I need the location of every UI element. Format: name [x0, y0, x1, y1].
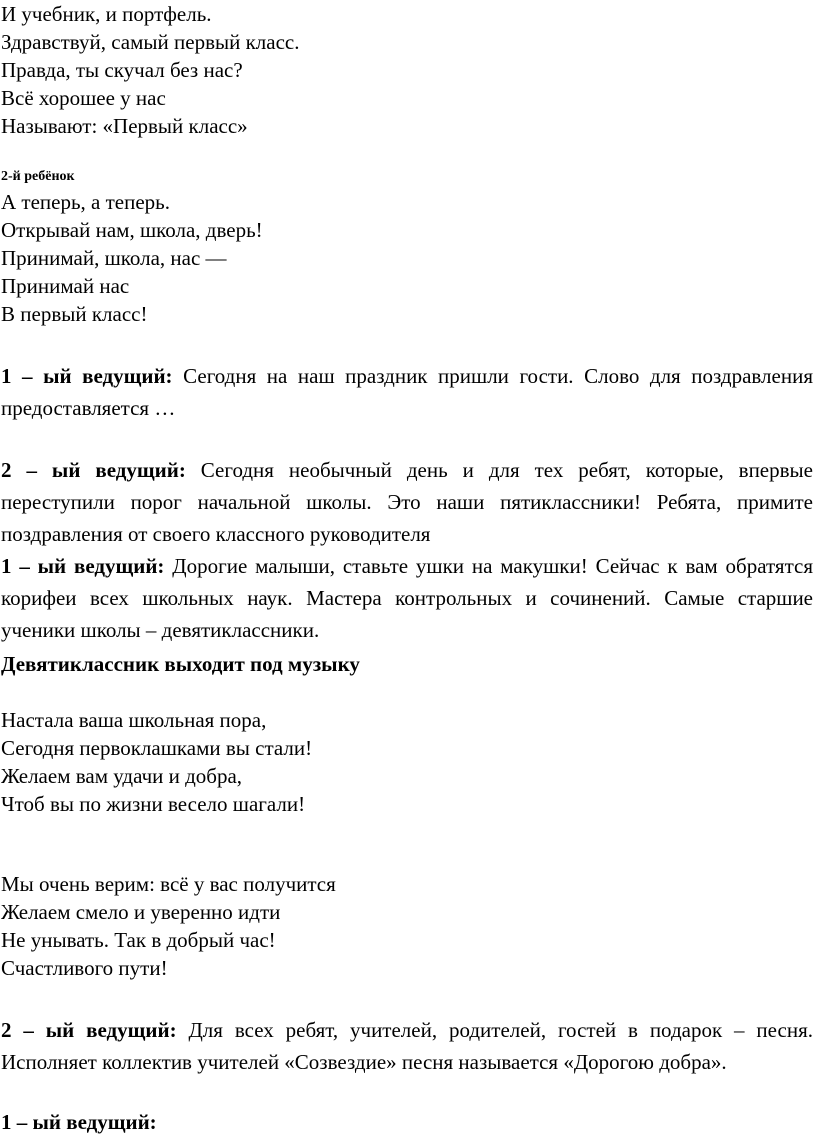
speaker-label: 1 – ый ведущий: [1, 554, 165, 578]
verse-line: В первый класс! [1, 302, 148, 326]
host-2-paragraph-1 [1, 454, 813, 550]
verse-line: Не унывать. Так в добрый час! [1, 928, 276, 952]
speaker-label: 1 – ый ведущий: [1, 1110, 157, 1134]
verse-4 [1, 870, 813, 982]
verse-line: Мы очень верим: всё у вас получится [1, 872, 336, 896]
verse-line: Правда, ты скучал без нас? [1, 58, 243, 82]
verse-2 [1, 188, 813, 328]
verse-line: И учебник, и портфель. [1, 2, 212, 26]
verse-3 [1, 706, 813, 818]
child-2-heading: 2-й ребёнок [1, 169, 75, 184]
verse-line: А теперь, а теперь. [1, 190, 171, 214]
stage-direction-block [1, 650, 813, 678]
verse-line: Чтоб вы по жизни весело шагали! [1, 792, 306, 816]
verse-line: Желаем вам удачи и добра, [1, 764, 243, 788]
host-1-paragraph-1 [1, 360, 813, 424]
verse-line: Сегодня первоклашками вы стали! [1, 736, 313, 760]
verse-line: Счастливого пути! [1, 956, 168, 980]
verse-line: Настала ваша школьная пора, [1, 708, 267, 732]
speaker-label: 2 – ый ведущий: [1, 458, 186, 482]
paragraph-text: Сегодня на наш праздник пришли гости. Слово для поздравления предоставляется … [1, 364, 813, 420]
verse-1 [1, 0, 813, 140]
speaker-label: 1 – ый ведущий: [1, 364, 173, 388]
verse-line: Всё хорошее у нас [1, 86, 166, 110]
final-speaker-block [1, 1108, 813, 1136]
paragraph-text: Для всех ребят, учителей, родителей, гостей в подарок – песня. Исполняет коллектив учителей «Созвездие» песня называется «Дорогою добра». [1, 1018, 813, 1074]
verse-line: Желаем смело и уверенно идти [1, 900, 281, 924]
verse-line: Здравствуй, самый первый класс. [1, 30, 300, 54]
verse-line: Принимай нас [1, 274, 130, 298]
host-1-paragraph-2 [1, 550, 813, 646]
speaker-label: 2 – ый ведущий: [1, 1018, 177, 1042]
stage-direction: Девятиклассник выходит под музыку [1, 652, 360, 676]
paragraph-text: Сегодня необычный день и для тех ребят, которые, впервые переступили порог начальной школы. Это наши пятиклассники! Ребята, примите поздравления от своего классного руководителя [1, 458, 813, 546]
verse-line: Принимай, школа, нас — [1, 246, 227, 270]
verse-line: Открывай нам, школа, дверь! [1, 218, 263, 242]
child-2-heading-block [1, 168, 813, 186]
paragraph-text: Дорогие малыши, ставьте ушки на макушки! Сейчас к вам обратятся корифеи всех школьных наук. Мастера контрольных и сочинений. Самые старшие ученики школы – девятиклассники. [1, 554, 813, 642]
host-2-paragraph-2 [1, 1014, 813, 1078]
verse-line: Называют: «Первый класс» [1, 114, 248, 138]
